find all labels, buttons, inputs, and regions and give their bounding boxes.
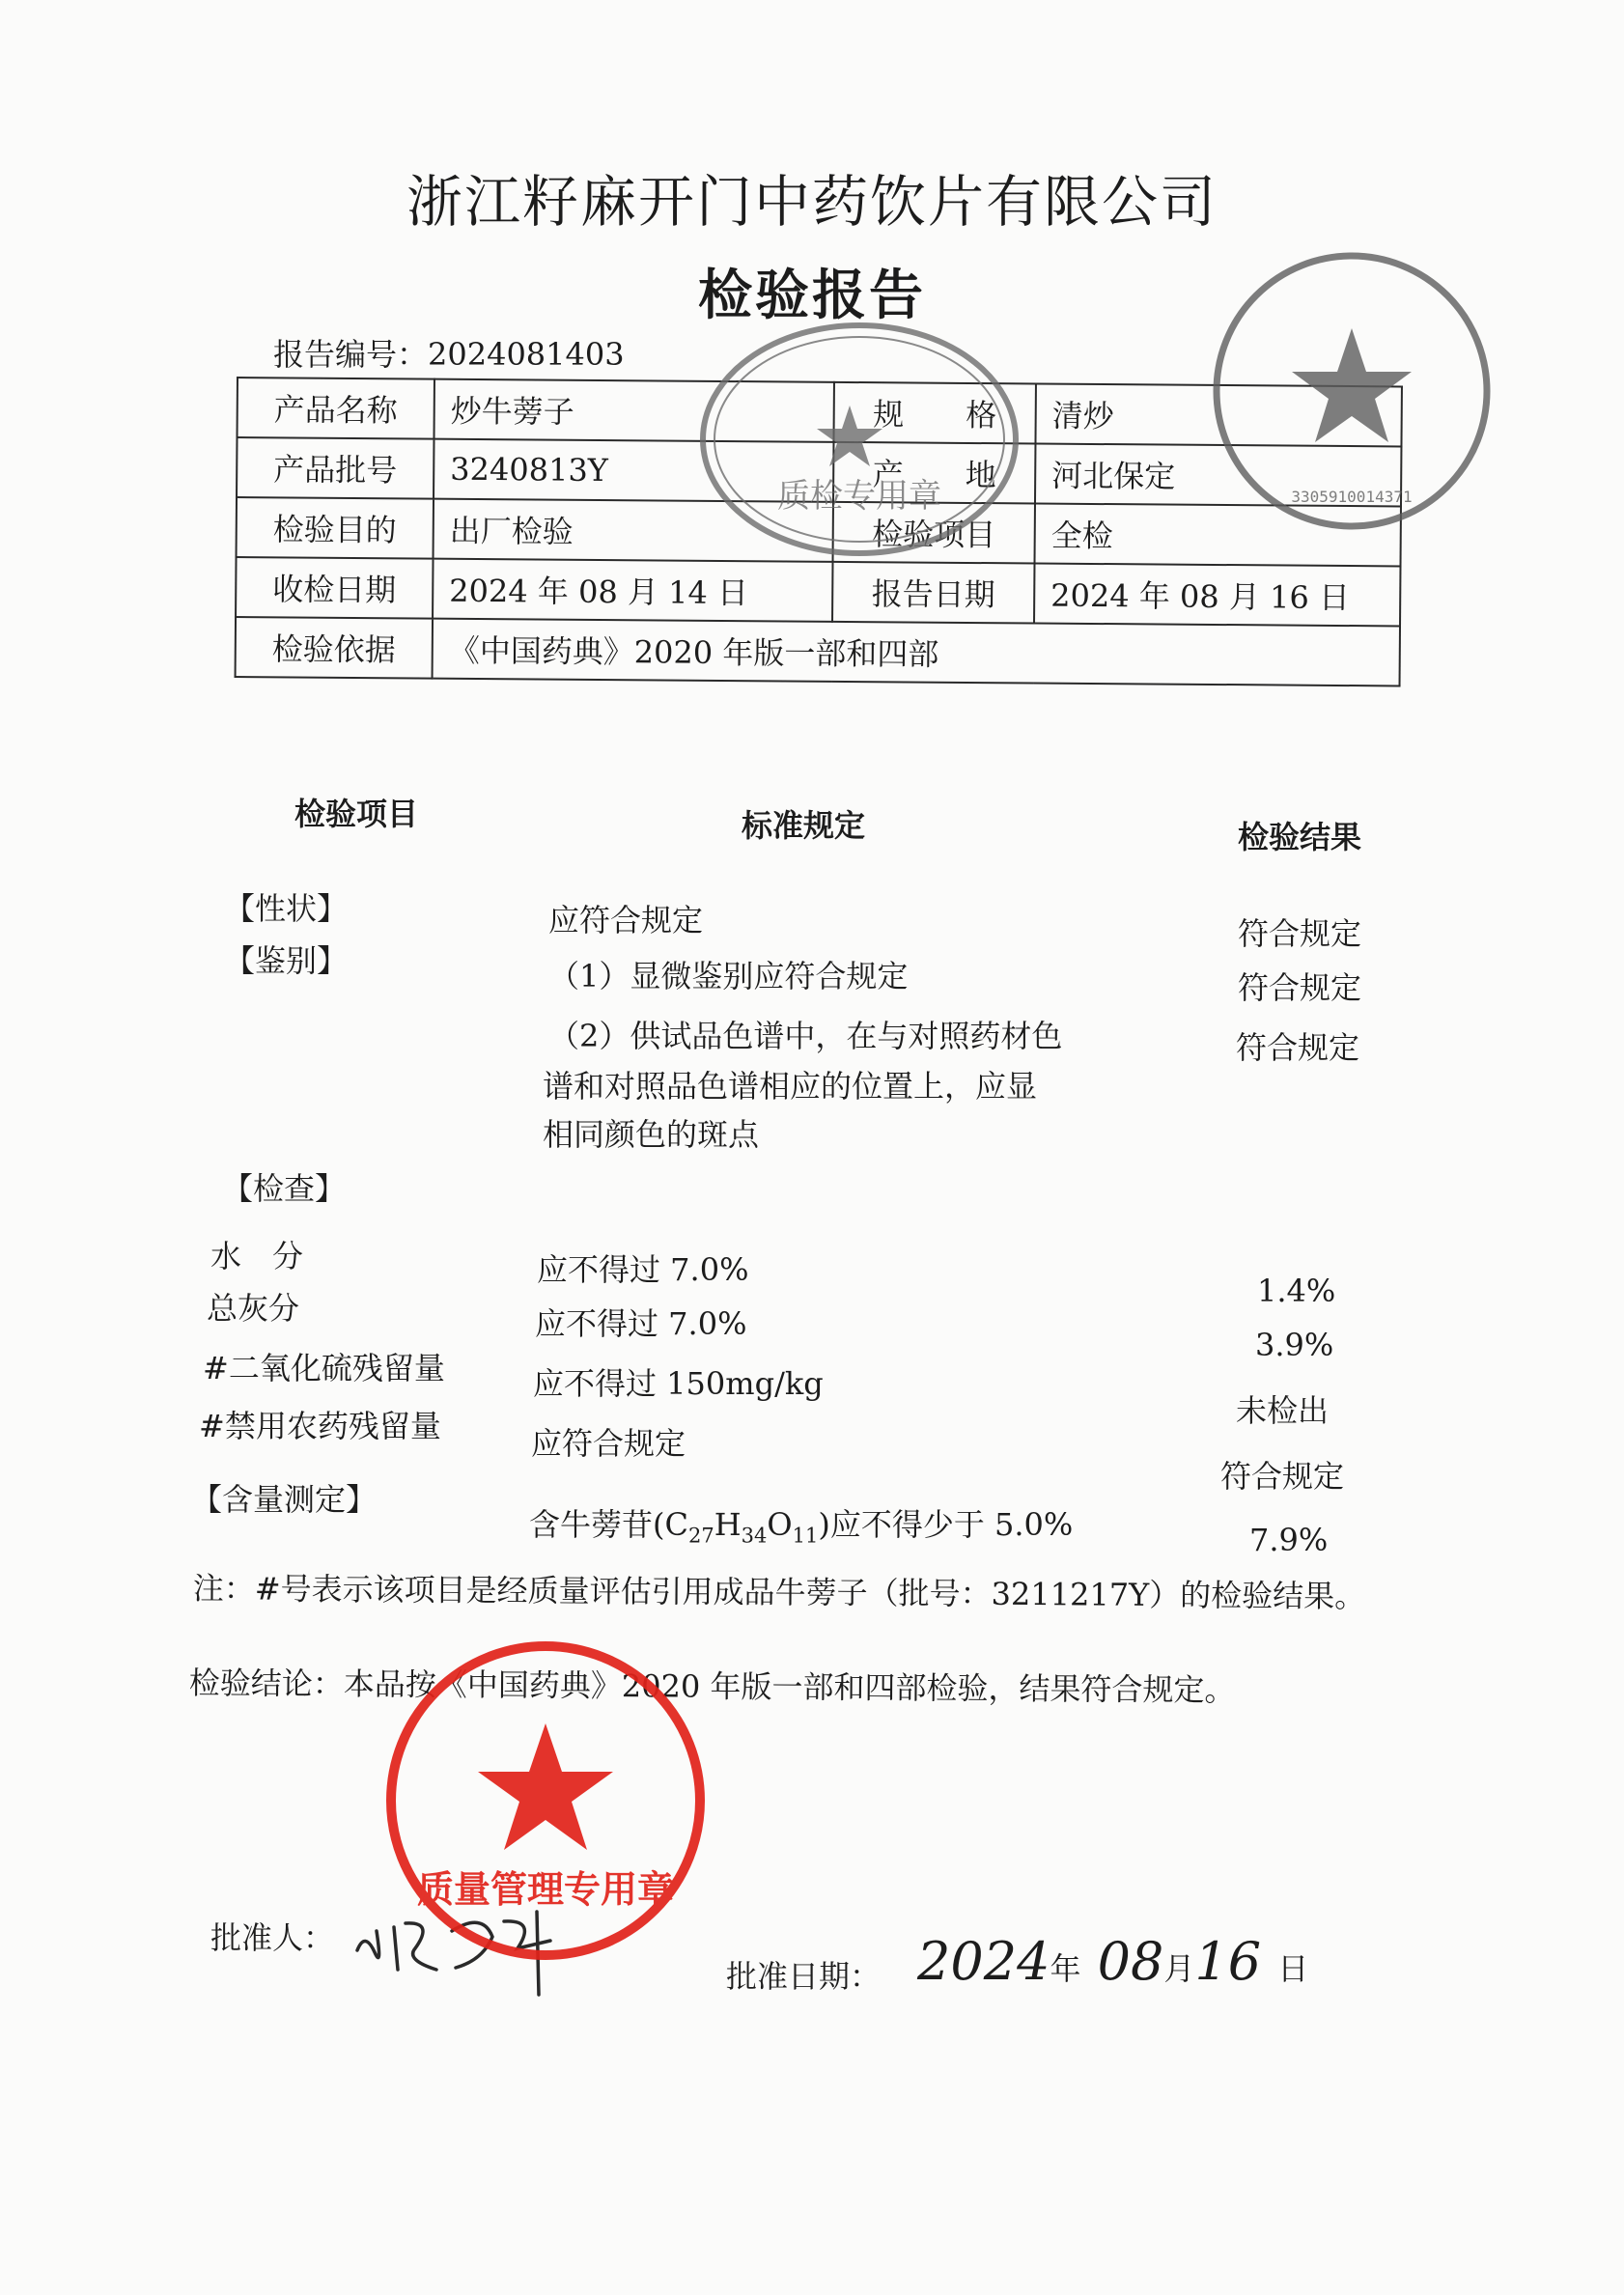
- report-title: 检验报告: [698, 265, 926, 327]
- jianbie-standard-1: （1）显微鉴别应符合规定: [548, 958, 909, 994]
- column-header-item: 检验项目: [294, 796, 419, 832]
- company-name: 浙江籽麻开门中药饮片有限公司: [406, 169, 1218, 235]
- assay-result: 7.9%: [1249, 1522, 1329, 1558]
- section-xingzhuang: 【性状】: [224, 890, 349, 927]
- xingzhuang-standard: 应符合规定: [548, 902, 704, 938]
- receive-date-label: 收检日期: [236, 557, 433, 619]
- pesticide-item: #禁用农药残留量: [199, 1408, 441, 1444]
- approval-date-year: 2024: [917, 1931, 1050, 1992]
- ash-result: 3.9%: [1255, 1327, 1334, 1363]
- section-jiancha: 【检查】: [222, 1170, 347, 1207]
- approval-date-day: 16: [1194, 1931, 1262, 1992]
- xingzhuang-result: 符合规定: [1238, 915, 1362, 952]
- qc-stamp: [695, 309, 1023, 570]
- section-assay: 【含量测定】: [191, 1481, 378, 1518]
- conclusion: 检验结论：本品按《中国药典》2020 年版一部和四部检验，结果符合规定。: [188, 1664, 1236, 1709]
- ash-item: 总灰分: [207, 1290, 300, 1327]
- svg-text:3305910014371: 3305910014371: [1291, 488, 1413, 506]
- table-row: [236, 617, 1400, 686]
- approval-date-year-unit: 年: [1050, 1950, 1081, 1987]
- items-label: 检验项目: [833, 502, 1035, 564]
- svg-text:质检专用章: 质检专用章: [777, 477, 941, 516]
- so2-standard: 应不得过 150mg/kg: [533, 1365, 824, 1402]
- basis-label: 检验依据: [236, 617, 433, 679]
- water-result: 1.4%: [1257, 1273, 1336, 1309]
- receive-date-value: 2024 年 08 月 14 日: [433, 559, 832, 622]
- spec-label: 规 格: [833, 382, 1035, 444]
- jianbie-standard-2-line3: 相同颜色的斑点: [543, 1116, 760, 1153]
- product-name-label: 产品名称: [238, 378, 434, 439]
- pesticide-standard: 应符合规定: [531, 1425, 686, 1462]
- batch-label: 产品批号: [237, 437, 434, 499]
- origin-value: 河北保定: [1035, 444, 1401, 507]
- assay-standard: 含牛蒡苷$(C_{27}H_{34}O_{11})$应不得少于 5.0%: [529, 1506, 1074, 1548]
- spec-value: 清炒: [1035, 384, 1401, 447]
- footnote: 注：#号表示该项目是经质量评估引用成品牛蒡子（批号：3211217Y）的检验结果。: [192, 1569, 1366, 1615]
- so2-item: #二氧化硫残留量: [203, 1350, 445, 1386]
- jianbie-standard-2-line1: （2）供试品色谱中，在与对照药材色: [548, 1018, 1063, 1054]
- svg-text:质量管理专用章: 质量管理专用章: [416, 1868, 675, 1911]
- report-date-label: 报告日期: [832, 562, 1034, 624]
- purpose-value: 出厂检验: [434, 499, 833, 562]
- report-number: 报告编号：2024081403: [273, 336, 625, 373]
- origin-label: 产 地: [833, 442, 1035, 504]
- basis-value: 《中国药典》2020 年版一部和四部: [433, 619, 1400, 686]
- report-date-value: 2024 年 08 月 16 日: [1034, 563, 1400, 626]
- pesticide-result: 符合规定: [1220, 1458, 1345, 1495]
- ash-standard: 应不得过 7.0%: [535, 1305, 747, 1342]
- approver-label: 批准人：: [210, 1919, 335, 1956]
- items-value: 全检: [1035, 503, 1401, 566]
- approval-date-day-unit: 日: [1277, 1950, 1309, 1987]
- quality-management-stamp: [377, 1632, 714, 1970]
- approval-date-month-unit: 月: [1163, 1950, 1195, 1987]
- approval-date-label: 批准日期：: [726, 1958, 882, 1995]
- jianbie-standard-2-line2: 谱和对照品色谱相应的位置上，应显: [543, 1068, 1038, 1105]
- company-stamp: [1207, 246, 1497, 536]
- jianbie-result-1: 符合规定: [1238, 969, 1362, 1006]
- water-standard: 应不得过 7.0%: [537, 1251, 749, 1288]
- purpose-label: 检验目的: [237, 497, 434, 559]
- column-header-result: 检验结果: [1238, 819, 1362, 855]
- approval-date-month: 08: [1097, 1931, 1164, 1992]
- approval-date-handwritten: [917, 1931, 1308, 1992]
- water-item: 水 分: [210, 1238, 304, 1274]
- so2-result: 未检出: [1236, 1392, 1330, 1429]
- section-jianbie: 【鉴别】: [224, 942, 349, 979]
- jianbie-result-2: 符合规定: [1236, 1029, 1360, 1066]
- column-header-standard: 标准规定: [742, 807, 866, 844]
- product-name-value: 炒牛蒡子: [434, 379, 833, 442]
- batch-value: 3240813Y: [434, 439, 833, 502]
